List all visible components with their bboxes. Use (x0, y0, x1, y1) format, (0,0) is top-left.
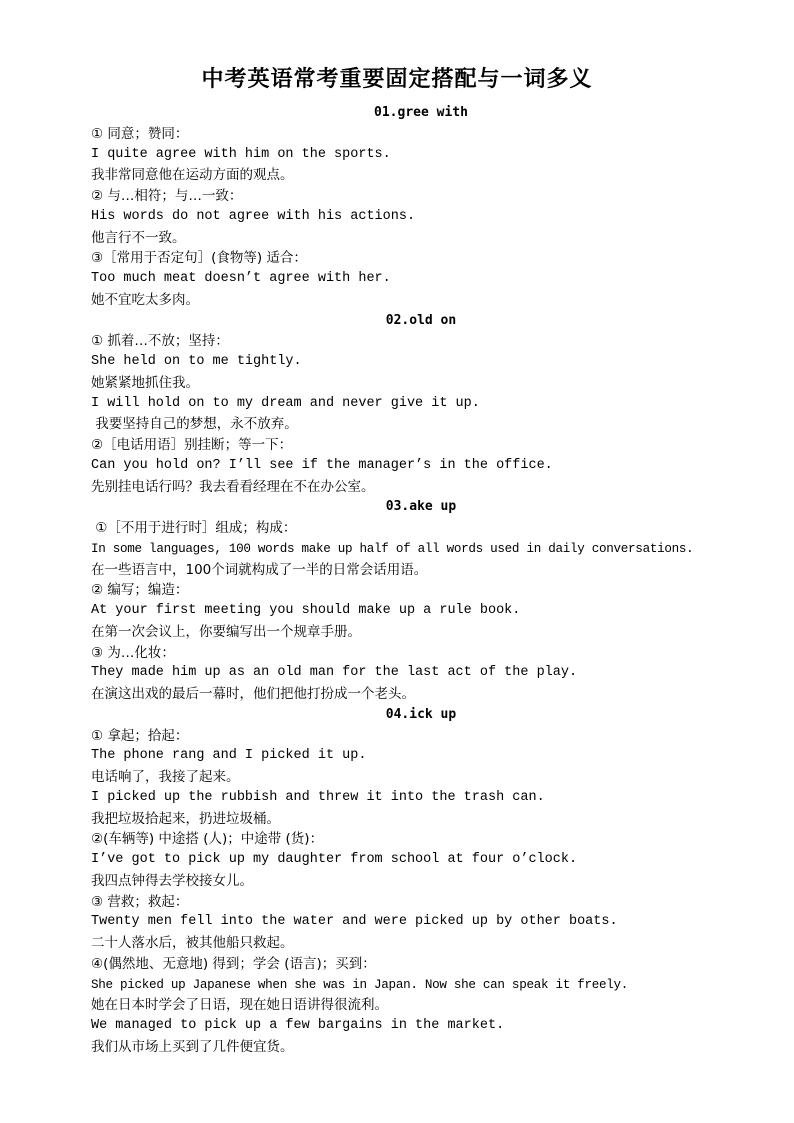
example-sentence-chinese: 我把垃圾拾起来，扔进垃圾桶。 (91, 810, 280, 827)
example-sentence-chinese: 她紧紧地抓住我。 (91, 374, 199, 391)
definition-line: ③［常用于否定句］(食物等) 适合： (91, 250, 307, 267)
example-sentence-english: Can you hold on? I’ll see if the manager’s in the office. (91, 457, 553, 473)
definition-line: ②(车辆等) 中途搭 (人)；中途带 (货)： (91, 831, 324, 848)
section-heading: 02.old on (385, 312, 457, 328)
example-sentence-english: I picked up the rubbish and threw it into the trash can. (91, 789, 545, 805)
example-sentence-chinese: 先别挂电话行吗？我去看看经理在不在办公室。 (91, 478, 375, 495)
section-heading: 04.ick up (385, 706, 457, 722)
definition-line: ② 与…相符；与…一致： (91, 188, 243, 204)
definition-line: ① 抓着…不放；坚持： (91, 333, 229, 350)
example-sentence-chinese: 在一些语言中，100个词就构成了一半的日常会话用语。 (91, 561, 428, 578)
definition-line: ③ 为…化妆： (91, 644, 175, 661)
example-sentence-english: At your first meeting you should make up a rule book. (91, 603, 521, 618)
document-body (91, 103, 751, 1058)
example-sentence-chinese: 二十人落水后，被其他船只救起。 (91, 935, 294, 951)
definition-line: ① 拿起；拾起： (91, 727, 189, 744)
example-sentence-english: Twenty men fell into the water and were picked up by other boats. (91, 914, 618, 930)
example-sentence-chinese: 他言行不一致。 (91, 229, 186, 246)
example-sentence-english: The phone rang and I picked it up. (91, 748, 367, 764)
definition-line: ① 同意；赞同： (91, 125, 189, 142)
definition-line: ①［不用于进行时］组成；构成： (91, 520, 297, 536)
example-sentence-chinese: 我要坚持自己的梦想，永不放弃。 (91, 416, 298, 433)
example-sentence-english: I quite agree with him on the sports. (91, 146, 391, 162)
definition-line: ②［电话用语］别挂断；等一下： (91, 437, 293, 453)
example-sentence-english: She picked up Japanese when she was in Japan. Now she can speak it freely. (91, 977, 629, 992)
example-sentence-chinese: 我们从市场上买到了几件便宜货。 (91, 1038, 294, 1055)
section-heading: 03.ake up (385, 499, 457, 515)
example-sentence-chinese: 她不宜吃太多肉。 (91, 291, 199, 308)
example-sentence-english: In some languages, 100 words make up half of all words used in daily conversations. (91, 541, 694, 556)
section-heading: 01.gree with (374, 105, 468, 120)
definition-line: ③ 营救；救起： (91, 893, 189, 910)
example-sentence-english: We managed to pick up a few bargains in the market. (91, 1018, 505, 1033)
definition-line: ② 编写；编造： (91, 582, 189, 599)
example-sentence-chinese: 在演这出戏的最后一幕时，他们把他打扮成一个老头。 (91, 686, 415, 702)
example-sentence-english: I’ve got to pick up my daughter from school at four o’clock. (91, 852, 578, 867)
example-sentence-english: They made him up as an old man for the last act of the play. (91, 665, 578, 681)
example-sentence-chinese: 在第一次会议上，你要编写出一个规章手册。 (91, 623, 361, 640)
page-title: 中考英语常考重要固定搭配与一词多义 (201, 67, 593, 92)
example-sentence-chinese: 电话响了，我接了起来。 (91, 769, 240, 785)
example-sentence-chinese: 我四点钟得去学校接女儿。 (91, 872, 253, 889)
example-sentence-chinese: 她在日本时学会了日语，现在她日语讲得很流利。 (91, 997, 388, 1014)
example-sentence-english: She held on to me tightly. (91, 354, 302, 369)
example-sentence-english: His words do not agree with his actions. (91, 208, 416, 224)
example-sentence-english: Too much meat doesn’t agree with her. (91, 271, 391, 286)
example-sentence-english: I will hold on to my dream and never give it up. (91, 395, 480, 411)
definition-line: ④(偶然地、无意地) 得到；学会 (语言)；买到： (91, 955, 376, 972)
example-sentence-chinese: 我非常同意他在运动方面的观点。 (91, 167, 294, 184)
